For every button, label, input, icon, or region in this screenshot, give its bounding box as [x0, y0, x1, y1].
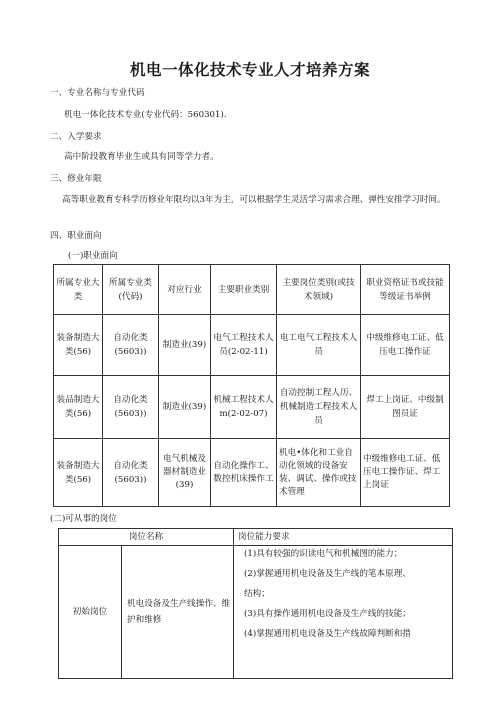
- cell-position-type: 自动控制工程人历、机械制造工程技术人员: [277, 376, 361, 439]
- table-row: [59, 546, 453, 679]
- header-certificates: 职业资格证书或技能等级证书举例: [361, 265, 450, 315]
- cell-major-category: 装品制造大类(56): [54, 376, 103, 439]
- section-4-subheading-2: (二)可从事的岗位: [50, 514, 117, 524]
- section-3-text: 高等职业教育专科学历修业年限均以3年为主，可以根据学生灵活学习需求合理、弹性安排学习时间。: [62, 195, 446, 205]
- cell-major-class: 自动化类(5603)): [103, 376, 159, 439]
- section-1-text: 机电一体化技术专业(专业代码：560301).: [64, 110, 227, 120]
- section-1-heading: 一、专业名称与专业代码: [50, 88, 145, 98]
- positions-table: [58, 528, 453, 679]
- page-title: 机电一体化技术专业人才培养方案: [129, 61, 370, 79]
- cell-position-category: 初始岗位: [59, 546, 122, 679]
- cell-occupation-type: 机械工程技术人m(2-02-07): [211, 376, 277, 439]
- cell-major-category: 装备制造大类(56): [54, 439, 103, 507]
- table-row: [54, 439, 450, 507]
- header-major-class: 所属专业类(代码): [103, 265, 159, 315]
- ability-item: (1)具有较强的识读电气和机械图的能力；: [244, 549, 403, 559]
- cell-occupation-type: 电气工程技术人员(2-02-11): [211, 315, 277, 376]
- cell-position-name: 机电设备及生产线操作、维护和维修: [122, 546, 234, 679]
- cell-industry: 制造业(39): [159, 376, 211, 439]
- cell-major-category: 装备制造大类(56): [54, 315, 103, 376]
- table-header-row: [59, 529, 453, 546]
- ability-item: 结构；: [244, 589, 270, 599]
- occupation-table: [53, 264, 450, 507]
- ability-item: (2)掌握通用机电设备及生产线的笔本原理、: [244, 569, 411, 579]
- cell-industry: 制造业(39): [159, 315, 211, 376]
- table-row: [54, 315, 450, 376]
- section-3-heading: 三、修业年限: [50, 174, 102, 184]
- cell-occupation-type: 自动化操作工、数控机床操作工: [211, 439, 277, 507]
- section-4-subheading-1: (一)职业面向: [68, 251, 118, 261]
- cell-position-type: 电工电气工程技术人员: [277, 315, 361, 376]
- cell-certificates: 中级维修电工证、低压电工操作证、焊工上岗证: [361, 439, 450, 507]
- cell-industry: 电气机械及器材制造业(39): [159, 439, 211, 507]
- section-4-heading: 四、职业面向: [50, 231, 102, 241]
- cell-certificates: 中级维修电工证、低压电工操作证: [361, 315, 450, 376]
- header-position-name: 岗位名称: [59, 529, 234, 546]
- table-header-row: [54, 265, 450, 315]
- section-2-heading: 二、入学要求: [50, 132, 102, 142]
- header-major-category: 所属专业大类: [54, 265, 103, 315]
- cell-ability-list: [234, 546, 453, 679]
- table-row: [54, 376, 450, 439]
- ability-item: (3)具有操作通用机电设备及生产线的技能；: [244, 609, 411, 619]
- cell-position-type: 机电•体化和工业自动化领域的设备安装、调试、操作或技术管理: [277, 439, 361, 507]
- cell-major-class: 自动化类(5603)): [103, 315, 159, 376]
- cell-certificates: 焊工上岗证、中级制图员证: [361, 376, 450, 439]
- header-position-type: 主要岗位类别(或技术领域): [277, 265, 361, 315]
- cell-major-class: 自动化类(5603)): [103, 439, 159, 507]
- header-occupation-type: 主要职业类别: [211, 265, 277, 315]
- ability-item: (4)掌握通用机电设备及生产线故障判断和措: [244, 629, 411, 639]
- section-2-text: 高中阶段教育毕业生或具有同等学力者。: [64, 152, 219, 162]
- header-industry: 对应行业: [159, 265, 211, 315]
- header-ability-requirements: 岗位能力要求: [234, 529, 453, 546]
